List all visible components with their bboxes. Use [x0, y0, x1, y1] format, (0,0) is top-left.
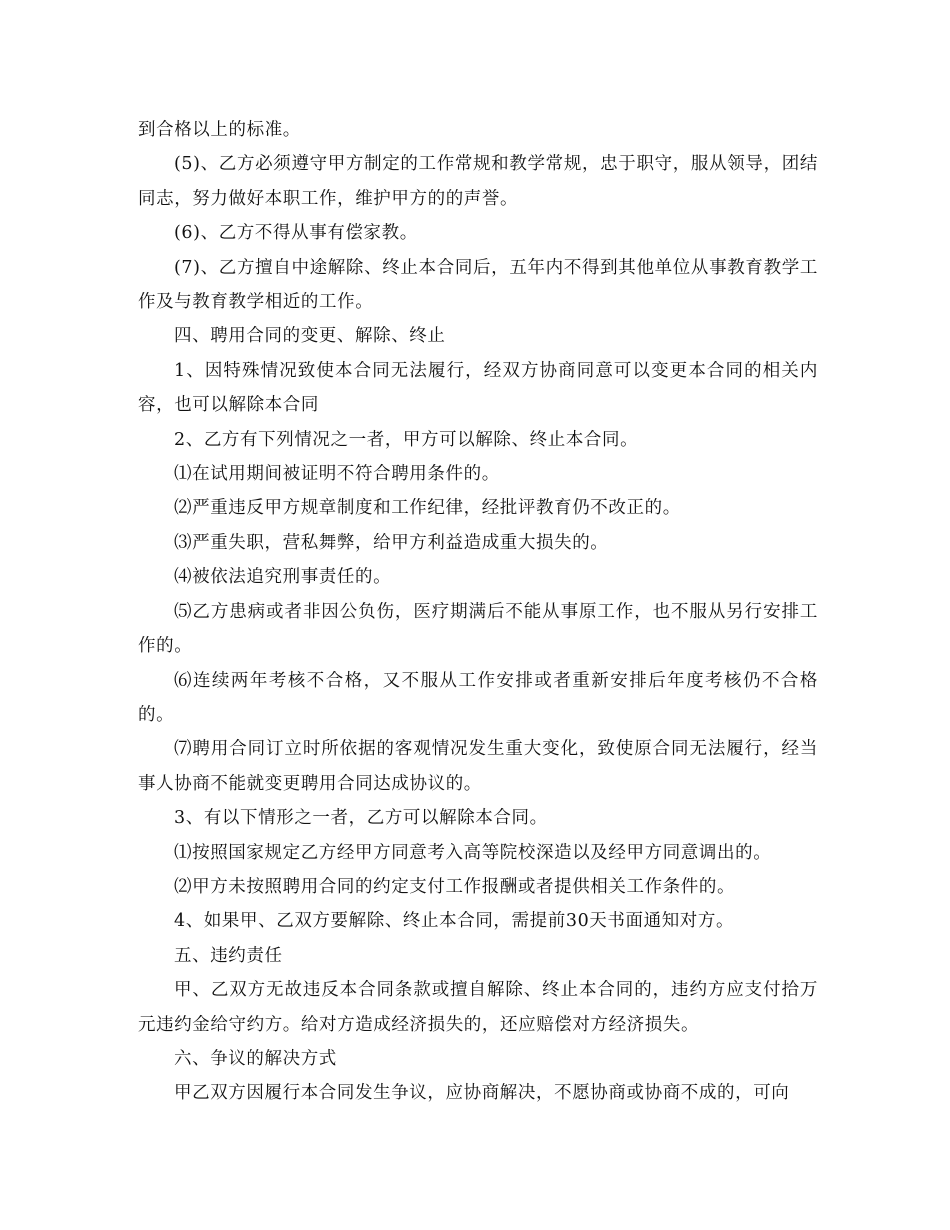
section-heading-4: 四、聘用合同的变更、解除、终止 — [174, 326, 446, 347]
item-4-2-sub-5: ⑸乙方患病或者非因公负伤，医疗期满后不能从事原工作，也不服从另行安排工作的。 — [138, 601, 818, 657]
breach-clause: 甲、乙双方无故违反本合同条款或擅自解除、终止本合同的，违约方应支付拾万元违约金给守约方。给对方造成经济损失的，还应赔偿对方经济损失。 — [138, 980, 818, 1035]
clause-5-duties: (5)、乙方必须遵守甲方制定的工作常规和教学常规，忠于职守，服从领导，团结同志，努力做好本职工作，维护甲方的的声誉。 — [138, 154, 818, 209]
item-4-2-sub-3: ⑶严重失职，营私舞弊，给甲方利益造成重大损失的。 — [174, 532, 609, 553]
clause-6-no-tutoring: (6)、乙方不得从事有偿家教。 — [174, 223, 418, 244]
item-4-2: 2、乙方有下列情况之一者，甲方可以解除、终止本合同。 — [174, 429, 639, 450]
item-4-2-sub-2: ⑵严重违反甲方规章制度和工作纪律，经批评教育仍不改正的。 — [174, 498, 681, 519]
item-4-4: 4、如果甲、乙双方要解除、终止本合同，需提前30天书面通知对方。 — [174, 911, 735, 932]
item-4-2-sub-7: ⑺聘用合同订立时所依据的客观情况发生重大变化，致使原合同无法履行，经当事人协商不能就变更聘用合同达成协议的。 — [138, 739, 818, 794]
dispute-clause: 甲乙双方因履行本合同发生争议，应协商解决，不愿协商或协商不成的，可向 — [174, 1083, 790, 1104]
item-4-2-sub-6: ⑹连续两年考核不合格，又不服从工作安排或者重新安排后年度考核仍不合格的。 — [138, 670, 818, 725]
item-4-1: 1、因特殊情况致使本合同无法履行，经双方协商同意可以变更本合同的相关内容，也可以解除本合同 — [138, 360, 818, 416]
item-4-2-sub-1: ⑴在试用期间被证明不符合聘用条件的。 — [174, 464, 500, 485]
section-heading-6: 六、争议的解决方式 — [174, 1048, 337, 1069]
paragraph-continuation: 到合格以上的标准。 — [138, 120, 301, 140]
contract-body — [138, 113, 818, 1111]
item-4-3-sub-1: ⑴按照国家规定乙方经甲方同意考入高等院校深造以及经甲方同意调出的。 — [174, 842, 772, 863]
item-4-3: 3、有以下情形之一者，乙方可以解除本合同。 — [174, 808, 548, 829]
section-heading-5: 五、违约责任 — [174, 945, 283, 966]
clause-7-early-termination: (7)、乙方擅自中途解除、终止本合同后，五年内不得到其他单位从事教育教学工作及与教育教学相近的工作。 — [138, 257, 818, 313]
item-4-2-sub-4: ⑷被依法追究刑事责任的。 — [174, 567, 392, 588]
item-4-3-sub-2: ⑵甲方未按照聘用合同的约定支付工作报酬或者提供相关工作条件的。 — [174, 876, 736, 897]
